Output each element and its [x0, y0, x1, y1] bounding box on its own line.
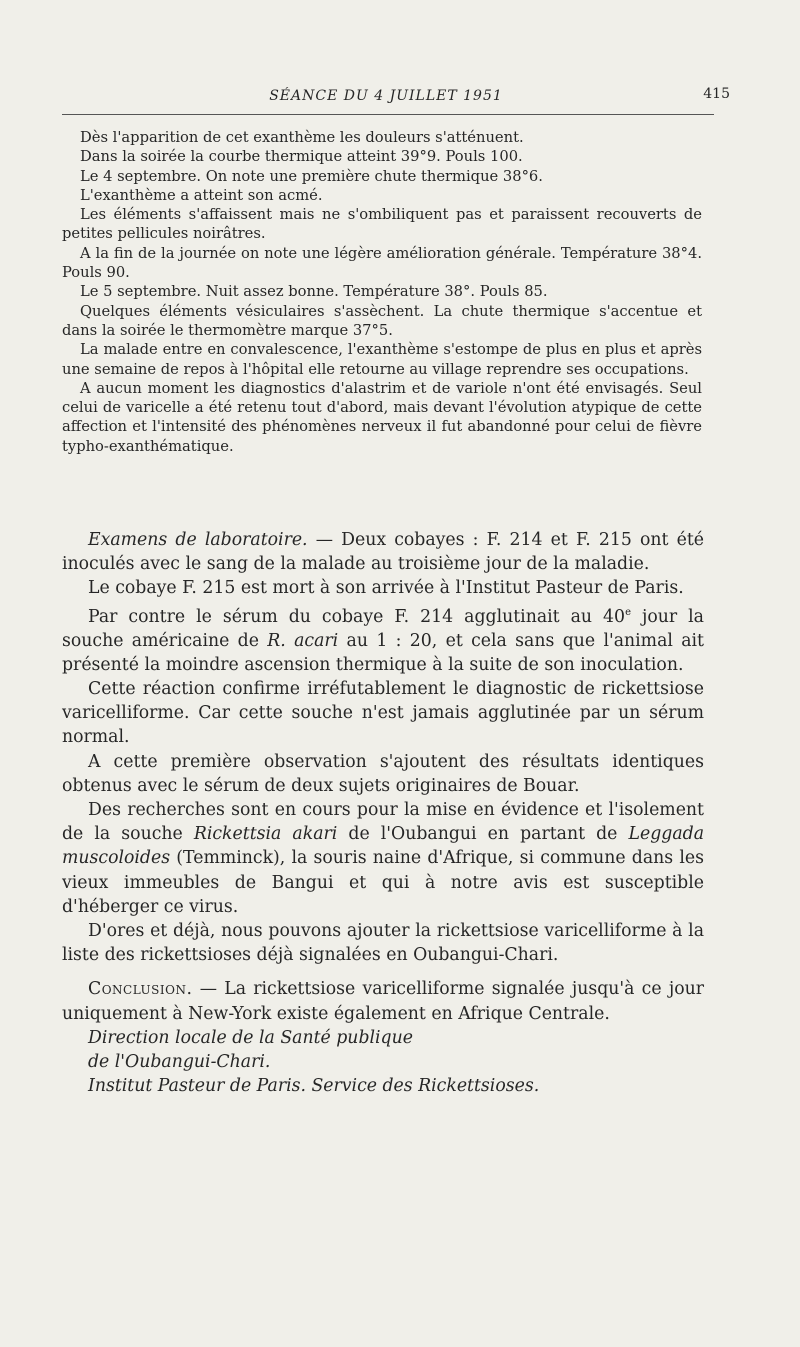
- paragraph: A cette première observation s'ajoutent des résultats identiques obtenus avec le sérum de deux sujets originaires de Bouar.: [62, 751, 704, 796]
- paragraph: [62, 601, 704, 677]
- species-name: Leggada muscoloides: [62, 824, 704, 869]
- laboratory-intro: [62, 528, 704, 576]
- case-note: A la fin de la journée on note une légère amélioration générale. Température 38°4. Pouls 90.: [62, 244, 702, 282]
- page-number: 415: [703, 86, 730, 102]
- superscript: e: [625, 606, 631, 618]
- signature-line: Direction locale de la Santé publique: [88, 1027, 413, 1048]
- paragraph: Cette réaction confirme irréfutablement le diagnostic de rickettsiose varicelliforme. Car cette souche n'est jamais agglutinée par un sérum normal.: [62, 678, 704, 748]
- case-notes: [62, 128, 702, 456]
- paragraph: D'ores et déjà, nous pouvons ajouter la rickettsiose varicelliforme à la liste des rickettsioses déjà signalées en Oubangui-Chari.: [62, 921, 704, 966]
- conclusion-label: Conclusion.: [88, 979, 193, 1000]
- case-note: Le 5 septembre. Nuit assez bonne. Température 38°. Pouls 85.: [80, 283, 548, 301]
- signature-line: de l'Oubangui-Chari.: [88, 1052, 271, 1073]
- text-run: au 1 : 20, et cela sans que l'animal ait présenté la moindre ascension thermique à la suite de son inoculation.: [62, 630, 705, 675]
- laboratory-section: [62, 528, 704, 1098]
- text-run: Des recherches sont en cours pour la mise en évidence et l'isolement de la souche: [62, 800, 704, 845]
- conclusion: [62, 977, 704, 1025]
- laboratory-heading: Examens de laboratoire.: [88, 530, 308, 550]
- case-note: Quelques éléments vésiculaires s'assèchent. La chute thermique s'accentue et dans la soirée le thermomètre marque 37°5.: [62, 302, 702, 339]
- case-note: Le 4 septembre. On note une première chute thermique 38°6.: [80, 167, 543, 185]
- page-header: [62, 84, 730, 106]
- case-note: L'exanthème a atteint son acmé.: [80, 186, 323, 204]
- conclusion-text: — La rickettsiose varicelliforme signalée jusqu'à ce jour uniquement à New-York existe également en Afrique Centrale.: [62, 979, 704, 1024]
- header-rule: [62, 114, 714, 115]
- case-note: Les éléments s'affaissent mais ne s'ombiliquent pas et paraissent recouverts de petites pellicules noirâtres.: [62, 206, 702, 243]
- laboratory-intro-text: — Deux cobayes : F. 214 et F. 215 ont été inoculés avec le sang de la malade au troisième jour de la maladie.: [62, 530, 704, 575]
- case-note: Dès l'apparition de cet exanthème les douleurs s'atténuent.: [80, 129, 524, 146]
- case-note: A aucun moment les diagnostics d'alastrim et de variole n'ont été envisagés. Seul celui de varicelle a été retenu tout d'abord, mais devant l'évolution atypique de cette affection et l'intensité des phénomènes nerveux il fut abandonné pour celui de fièvre typho-exanthématique.: [62, 379, 702, 455]
- case-note: La malade entre en convalescence, l'exanthème s'estompe de plus en plus et après une semaine de repos à l'hôpital elle retourne au village reprendre ses occupations.: [62, 341, 702, 378]
- text-run: Par contre le sérum du cobaye F. 214 agglutinait au 40: [88, 606, 626, 627]
- text-run: jour la souche américaine de: [62, 606, 704, 651]
- species-name: R. acari: [267, 630, 339, 651]
- paragraph: Le cobaye F. 215 est mort à son arrivée à l'Institut Pasteur de Paris.: [88, 578, 684, 599]
- text-run: (Temminck), la souris naine d'Afrique, si commune dans les vieux immeubles de Bangui et qui à notre avis est susceptible d'héberger ce virus.: [62, 848, 704, 917]
- text-run: de l'Oubangui en partant de: [337, 824, 629, 845]
- case-note: Dans la soirée la courbe thermique atteint 39°9. Pouls 100.: [80, 148, 523, 166]
- signature-line: Institut Pasteur de Paris. Service des Rickettsioses.: [88, 1076, 540, 1097]
- running-head: SÉANCE DU 4 JUILLET 1951: [269, 88, 503, 104]
- species-name: Rickettsia akari: [193, 824, 338, 845]
- spacer: [62, 967, 704, 977]
- paragraph: [62, 798, 704, 919]
